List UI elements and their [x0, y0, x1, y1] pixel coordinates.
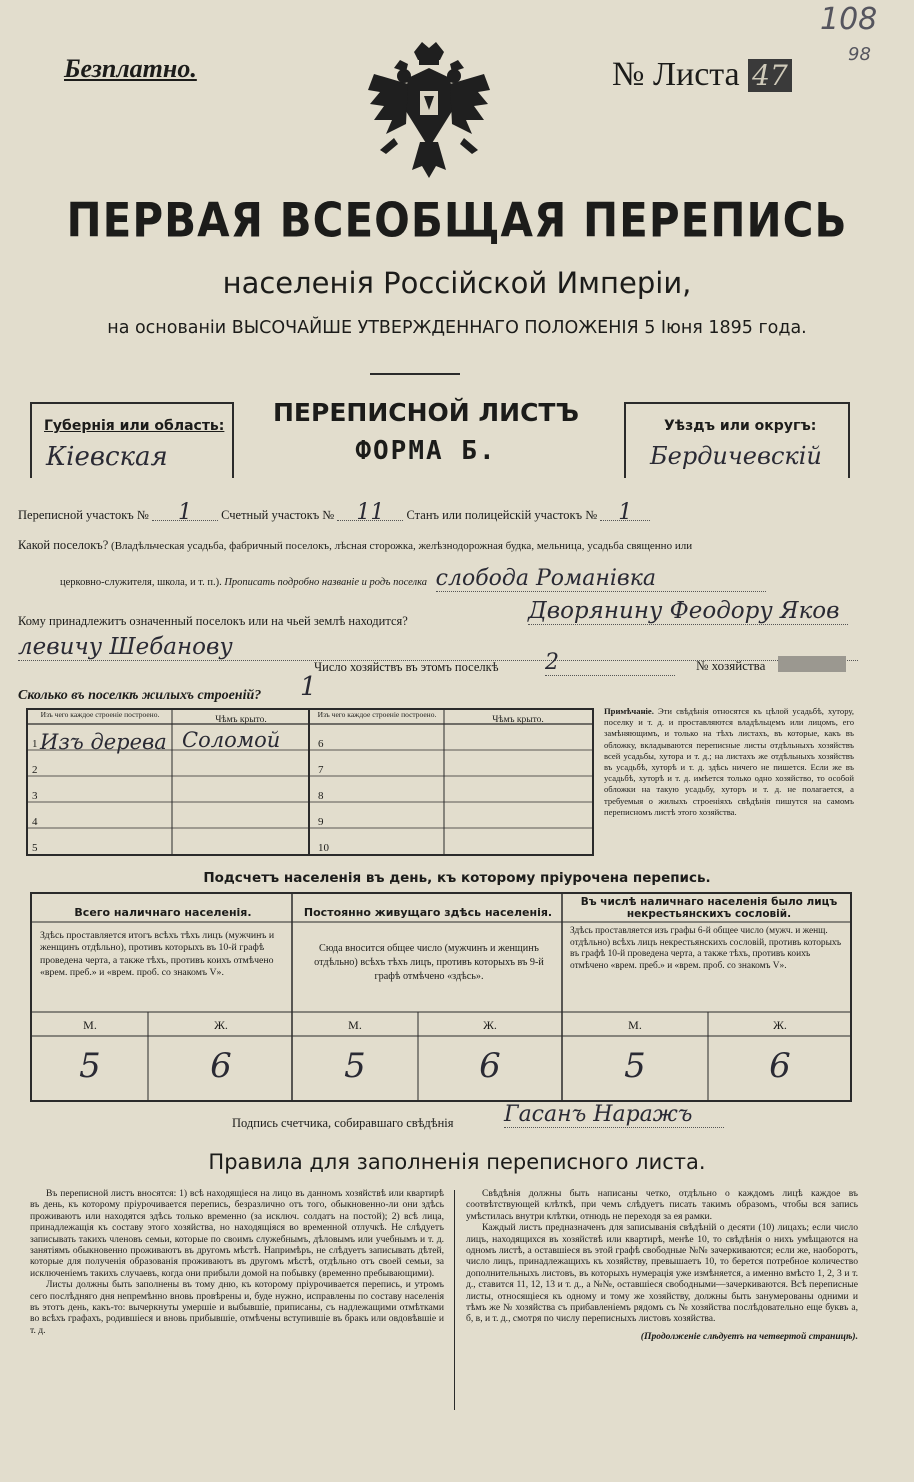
sheet-title: ПЕРЕПИСНОЙ ЛИСТЪ: [273, 398, 579, 427]
count-col2-title: Постоянно живущаго здѣсь населенія.: [303, 906, 553, 919]
building-row-number-9: 9: [318, 816, 324, 828]
building-row-number-2: 2: [32, 764, 38, 776]
col-material-right: Изъ чего каждое строеніе построено.: [317, 710, 437, 719]
legal-basis: на основаніи ВЫСОЧАЙШЕ УТВЕРЖДЕННАГО ПОЛОЖЕНІЯ 5 Іюня 1895 года.: [107, 318, 807, 338]
rules-right-1: Свѣдѣнія должны быть написаны четко, отдѣльно о каждомъ лицѣ каждое въ соотвѣтствующей клѣткѣ, при чемъ слѣдуетъ писать такимъ образомъ, чтобы вся запись умѣстилась внутри клѣтки, отнюдь не переходя за ея рамки.: [466, 1188, 858, 1222]
count-col1-desc: Здѣсь проставляется итогъ всѣхъ тѣхъ лицъ (мужчинъ и женщинъ отдѣльно), противъ которыхъ въ 10-й графѣ проведена черта, а также тѣхъ, противъ коихъ отмѣчено «врем. преб.» и «врем. проб. со знакомъ V».: [40, 930, 275, 979]
owner-question: Кому принадлежитъ означенный поселокъ или на чьей землѣ находится?: [18, 614, 408, 628]
settlement-question: Какой поселокъ?: [18, 538, 109, 552]
sheet-number-value: 47: [748, 59, 792, 92]
subtitle: населенія Россійской Имперіи,: [222, 266, 692, 300]
col-roof-right: Чѣмъ крыто.: [492, 715, 544, 725]
rules-right-2: Каждый листъ предназначенъ для записыванія свѣдѣній о десяти (10) лицахъ; если число лицъ, находящихся въ хозяйствѣ или квартирѣ, менѣе 10, то свѣдѣнія о нихъ умѣщаются на одномъ листѣ, а оставшіеся въ этой графѣ свободные №№ зачеркиваются; если же, наоборотъ, число лицъ, принадлежащихъ къ хозяйству, превышаетъ 10, то берется потребное количество дополнительныхъ листовъ, въ которыхъ нумерація уже измѣняется, а именно вмѣсто 1, 2, 3 и т. д., ставится 11, 12, 13 и т. д., а №№, оставшіеся свободными—зачеркиваются. Всѣ переписные листы, относящіеся къ одному и тому же хозяйству, должны быть занумерованы одними и тѣмъ же № хозяйства съ прибавленіемъ рядомъ съ № хозяйства послѣдовательно еще буквъ а, б, в, и т. д., смотря по числу переписныхъ листовъ хозяйства.: [466, 1222, 858, 1325]
margin-number-top: 108: [820, 2, 878, 37]
count-heading: Подсчетъ населенія въ день, къ которому пріурочена перепись.: [203, 870, 711, 886]
households-label: Число хозяйствъ въ этомъ поселкѣ: [314, 660, 499, 674]
row1-roof: Соломой: [182, 728, 281, 752]
double-headed-eagle-icon: [364, 38, 494, 188]
m-label-2: М.: [348, 1018, 362, 1032]
station-label: Станъ или полицейскій участокъ №: [406, 508, 598, 522]
signature-value: Гасанъ Наражъ: [504, 1102, 724, 1128]
census-district-value: 1: [152, 506, 218, 521]
note: [604, 706, 854, 818]
district-value: Бердичевскій: [650, 442, 822, 470]
settlement-hint-1: (Владѣльческая усадьба, фабричный поселокъ, лѣсная сторожка, желѣзнодорожная будка, мельница, усадьба священно или: [111, 540, 693, 552]
sheet-number: [612, 56, 792, 94]
rules-continuation: (Продолженіе слѣдуетъ на четвертой страницѣ).: [640, 1330, 858, 1342]
form-label: ФОРМА Б.: [355, 436, 497, 466]
district-box-left: [624, 402, 626, 478]
household-no-redacted: [778, 656, 846, 672]
province-label: Губернія или область:: [44, 418, 225, 434]
m-label-1: М.: [83, 1018, 97, 1032]
household-no-label: № хозяйства: [696, 658, 766, 673]
row1-material: Изъ дерева: [40, 730, 167, 754]
count-district-value: 11: [337, 506, 403, 521]
settlement-question-line: [18, 538, 898, 553]
f-label-3: Ж.: [773, 1018, 787, 1032]
count-col2-desc: Сюда вносится общее число (мужчинъ и женщинъ отдѣльно) всѣхъ тѣхъ лицъ, противъ которыхъ въ 9-й графѣ отмѣчено «здѣсь».: [314, 943, 544, 982]
province-box-left: [30, 402, 32, 478]
district-box-top: [624, 402, 850, 404]
count-value-6: 6: [769, 1046, 791, 1086]
station-value: 1: [600, 506, 650, 521]
margin-number-second: 98: [848, 44, 871, 65]
households-value: 2: [545, 650, 675, 676]
building-row-number-7: 7: [318, 764, 324, 776]
settlement-value: слобода Романівка: [436, 566, 766, 592]
col-material-left: Изъ чего каждое строеніе построено.: [40, 710, 160, 719]
m-label-3: М.: [628, 1018, 642, 1032]
note-text: Эти свѣдѣнія относятся къ цѣлой усадьбѣ, хутору, поселку и т. д. и проставляются владѣльцемъ или лицомъ, его замѣняющимъ, и только на тѣхъ листахъ, въ которые, какъ въ обложку, вкладываются переписные листы отдѣльныхъ хозяйствъ всей усадьбы, хутора и т. д.; на листахъ же отдѣльныхъ хозяйствъ въ усадьбѣ, хуторѣ и т. д. здѣсь ничего не пишется. Если же въ усадьбѣ, хуторѣ и т. д. имѣется только одно хозяйство, то особой обложки на такую усадьбу, хуторъ и т. д. не полагается, а требуемыя о жилыхъ строеніяхъ свѣдѣнія пишутся на самомъ переписномъ листѣ этого хозяйства.: [604, 706, 854, 817]
building-row-number-4: 4: [32, 816, 38, 828]
count-col1-title: Всего наличнаго населенія.: [74, 906, 252, 919]
rules-left-1: Въ переписной листъ вносятся: 1) всѣ находящіеся на лицо въ данномъ хозяйствѣ или квартирѣ въ день, къ которому пріурочивается перепись, безразлично отъ того, обыкновенно-ли они здѣсь проживаютъ или находятся здѣсь только временно (за исключ. солдатъ на постой); 2) всѣ лица, принадлежащія къ составу этого хозяйства, но находящіяся во временной отлучкѣ. Не слѣдуетъ записывать такихъ членовъ семьи, которые по своимъ служебнымъ, дѣловымъ или учебнымъ и т. д. занятіямъ обыкновенно проживаютъ въ другомъ мѣстѣ. Напримѣръ, не слѣдуетъ записывать дѣтей, которые для полученія образованія проживаютъ въ другомъ мѣстѣ, отдѣльно отъ своей семьи, за исключеніемъ такихъ случаевъ, когда они прибыли домой на побывку (временно пребывающими).: [30, 1188, 444, 1279]
building-row-number-10: 10: [318, 842, 329, 854]
province-box-top: [30, 402, 232, 404]
col-roof-left: Чѣмъ крыто.: [215, 715, 267, 725]
title-divider: [370, 373, 460, 375]
free-label: Безплатно.: [64, 54, 197, 83]
building-row-number-6: 6: [318, 738, 324, 750]
f-label-1: Ж.: [214, 1018, 228, 1032]
district-box-right: [848, 402, 850, 478]
settlement-hint-2: церковно-служителя, школа, и т. п.).: [60, 577, 222, 588]
buildings-label: Сколько въ поселкѣ жилыхъ строеній?: [18, 688, 262, 703]
f-label-2: Ж.: [483, 1018, 497, 1032]
settlement-hint-3: Прописать подробно названіе и родъ поселка: [224, 577, 428, 588]
building-row-number-1: 1: [32, 738, 38, 750]
owner-value-1: Дворянину Феодору Яков: [528, 598, 848, 625]
district-label: Уѣздъ или округъ:: [664, 418, 817, 434]
sheet-number-label: № Листа: [612, 56, 740, 93]
main-title: ПЕРВАЯ ВСЕОБЩАЯ ПЕРЕПИСЬ: [66, 193, 848, 248]
settlement-hint-line: [60, 566, 900, 592]
province-value: Кіевская: [46, 442, 168, 472]
count-district-label: Счетный участокъ №: [221, 508, 335, 522]
census-district-label: Переписной участокъ №: [18, 508, 149, 522]
count-value-3: 5: [344, 1046, 366, 1086]
count-table-grid: [30, 892, 854, 1104]
census-district-field: [18, 500, 898, 525]
rules-divider: [454, 1190, 455, 1410]
count-col3-desc: Здѣсь проставляется изъ графы 6-й общее число (мужч. и женщ. отдѣльно) всѣхъ лицъ некрестьянскихъ сословій, противъ которыхъ въ графѣ 10-й проведена черта, а также тѣхъ, противъ коихъ отмѣчено «врем. преб.» и «врем. проб. со знакомъ V».: [570, 926, 842, 971]
building-row-number-5: 5: [32, 842, 38, 854]
note-title: Примѣчаніе.: [604, 706, 654, 716]
count-value-1: 5: [79, 1046, 101, 1086]
buildings-value: 1: [300, 672, 317, 702]
building-row-number-8: 8: [318, 790, 324, 802]
building-row-number-3: 3: [32, 790, 38, 802]
rules-left-column: [30, 1188, 444, 1336]
count-value-5: 5: [624, 1046, 646, 1086]
rules-left-2: Листы должны быть заполнены въ тому дню, къ которому пріурочивается перепись, и утромъ сего послѣдняго дня непремѣнно вновь провѣрены и, буде нужно, исправлены по составу населенія въ этотъ день, какъ-то: вычеркнуты умершіе и выбывшіе, приписаны, съ надлежащими отмѣтками во всѣхъ графахъ, родившіеся и вновь прибывшіе, отмѣчены вступившіе въ бракъ или овдовѣвшіе и т. д.: [30, 1279, 444, 1336]
count-value-4: 6: [479, 1046, 501, 1086]
rules-heading: Правила для заполненія переписного листа.: [208, 1150, 706, 1174]
count-col3-title: Въ числѣ наличнаго населенія было лицъ некрестьянскихъ сословій.: [580, 896, 838, 920]
count-value-2: 6: [210, 1046, 232, 1086]
signature-label: Подпись счетчика, собиравшаго свѣдѣнія: [232, 1116, 454, 1130]
owner-value-2: левичу Шебанову: [18, 634, 858, 661]
rules-right-column: [466, 1188, 858, 1342]
